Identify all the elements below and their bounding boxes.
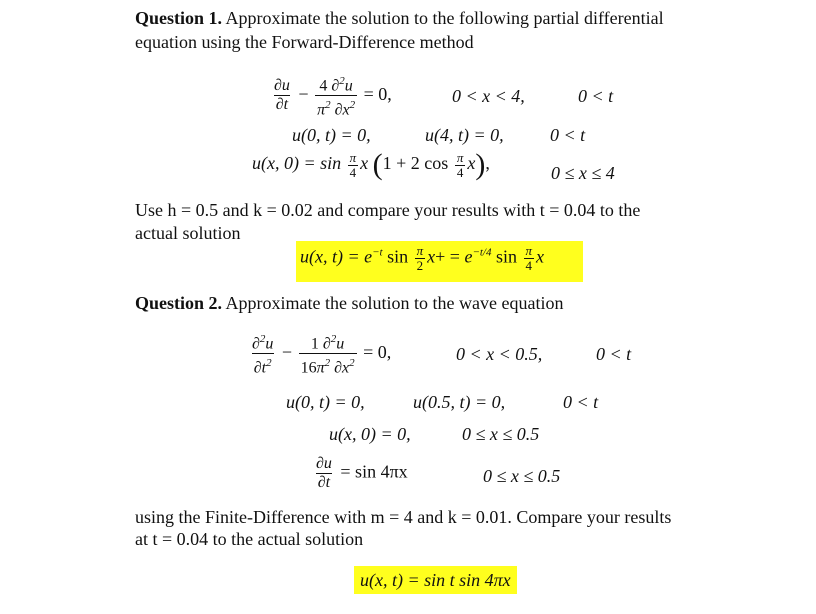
q2-intro-text: Approximate the solution to the wave equation xyxy=(225,293,564,313)
q1-bc-time: 0 < t xyxy=(550,125,586,145)
q1-intro-line1 xyxy=(135,7,664,29)
q1-intro-text: Approximate the solution to the following partial differential xyxy=(225,8,664,28)
q2-ic2-domain: 0 ≤ x ≤ 0.5 xyxy=(483,466,561,486)
q2-intro-line xyxy=(135,292,563,314)
q1-ic-domain: 0 ≤ x ≤ 4 xyxy=(551,163,615,183)
q2-params-line2: at t = 0.04 to the actual solution xyxy=(135,529,364,549)
q2-bc-right: u(0.5, t) = 0, xyxy=(413,392,506,412)
q1-pde-rhs: = 0, xyxy=(363,83,392,104)
q2-ic1: u(x, 0) = 0, xyxy=(329,424,411,444)
q2-pde-domain: 0 < x < 0.5, xyxy=(456,344,543,364)
q2-ic1-domain: 0 ≤ x ≤ 0.5 xyxy=(462,424,540,444)
q1-exact-solution: u(x, $t) = e^{-t}$ sin $\frac{\pi}{2}$ $x+ = e^{-t/4}$ sin $\frac{\pi}{4}$ x xyxy=(300,243,545,273)
q1-ic: u(x, 0) = sin $\frac{\pi}{4}$ x (1 + 2 cos $\frac{\pi}{4}$ x), xyxy=(252,148,490,181)
q1-pde-time: 0 < t xyxy=(578,86,614,106)
q1-bc-right: u(4, t) = 0, xyxy=(425,125,504,145)
q2-heading: Question 2. xyxy=(135,293,223,313)
q1-pde: $\frac{\partial u}{\partial t}$ − $\frac{4 \partial^2u}{\pi^2 \partial x^2}$ = 0, xyxy=(274,75,392,119)
q1-bc-left: u(0, t) = 0, xyxy=(292,125,371,145)
q1-params-line1: Use h = 0.5 and k = 0.02 and compare your results with t = 0.04 to the xyxy=(135,200,641,220)
q2-exact-solution: u(x, t) = sin t sin 4πx xyxy=(354,566,517,594)
q2-bc-left: u(0, t) = 0, xyxy=(286,392,365,412)
q2-pde-rhs: = 0, xyxy=(363,341,392,362)
q1-heading: Question 1. xyxy=(135,8,223,28)
q2-bc-time: 0 < t xyxy=(563,392,599,412)
q2-ic2: $\frac{\partial u}{\partial t}$ = sin 4πx xyxy=(316,455,408,491)
q2-ic2-rhs: = sin 4πx xyxy=(340,461,408,482)
q1-params-line2: actual solution xyxy=(135,223,241,243)
q2-pde: $\frac{\partial^2u}{\partial t^2}$ − $\frac{1 \partial^2u}{16\pi^2 \partial x^2}$ = 0, xyxy=(252,333,392,377)
q1-exact-label: u(x, t) = e xyxy=(300,246,373,267)
q1-intro-line2: equation using the Forward-Difference method xyxy=(135,32,474,52)
q2-params-line1: using the Finite-Difference with m = 4 and k = 0.01. Compare your results xyxy=(135,507,672,527)
q1-ic-lhs: u(x, 0) = sin xyxy=(252,153,342,174)
q1-pde-domain: 0 < x < 4, xyxy=(452,86,525,106)
q2-pde-time: 0 < t xyxy=(596,344,632,364)
